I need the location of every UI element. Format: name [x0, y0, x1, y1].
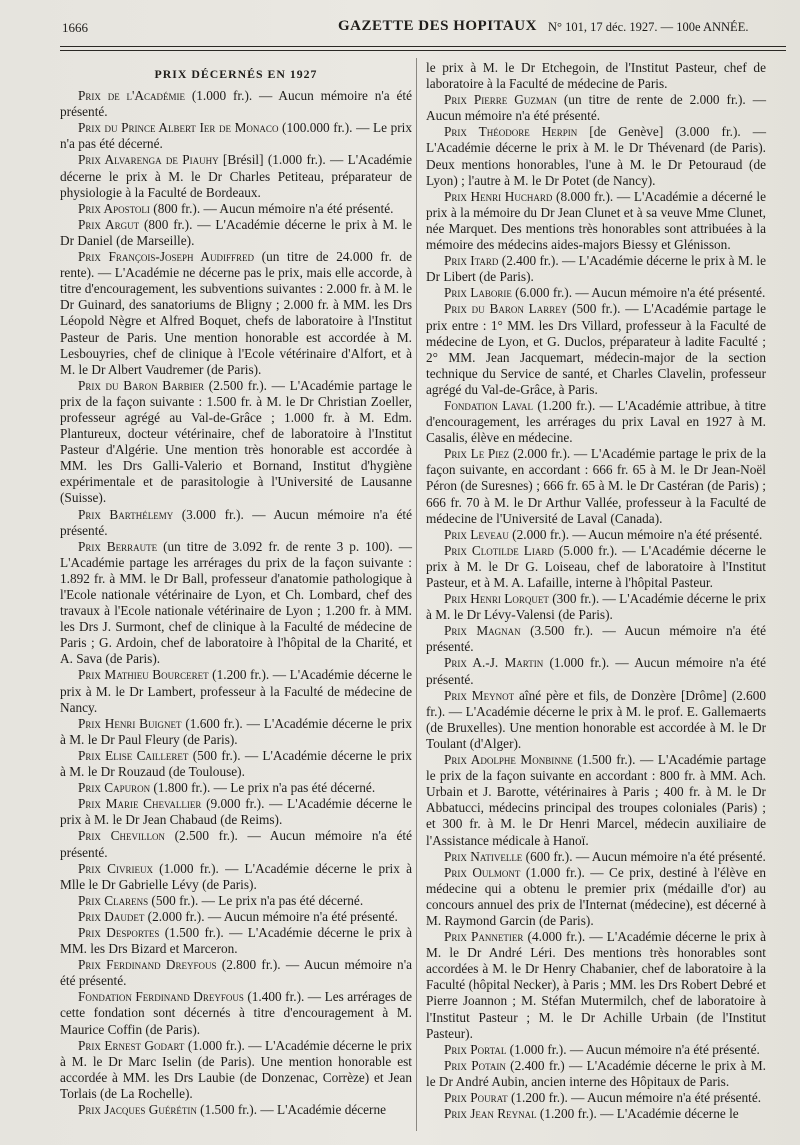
section-title: PRIX DÉCERNÉS EN 1927: [154, 67, 318, 81]
prize-text: (1.500 fr.). — L'Académie partage le prix de la façon suivante en accordant : 800 fr. à MM. Ach. Urbain et J. Barotte, vétérinaires à Paris ; 400 fr. à M. le Dr Abbatucci, médecins principal des troupes coloniales (Paris) ; et 300 fr. à M. le Dr Henri Marcel, médecin auxiliaire de l'Assistance médicale à Hanoï.: [426, 752, 766, 848]
prize-entry: [60, 957, 412, 989]
prize-entry: [60, 217, 412, 249]
prize-entry: [426, 253, 766, 285]
prize-entry: [426, 301, 766, 398]
prize-text: (100.000 fr.). — Le prix n'a pas été décerné.: [60, 120, 413, 152]
prize-entry: [60, 989, 412, 1037]
prize-text: (1.200 fr.). — L'Académie décerne le prix à M. le Dr Lambert, professeur à la Faculté de médecine de Nancy.: [60, 667, 412, 715]
prize-text: (2.500 fr.). — L'Académie partage le prix de la façon suivante : 1.500 fr. à M. le Dr Christian Zoeller, professeur agrégé au Val-de-Grâce ; 1.000 fr. à M. Edm. Plantureux, docteur vétérinaire, chef de laboratoire à l'Institut Pasteur d'Algérie. Une mention très honorable est accordée à MM. les Drs Galli-Valerio et Bornand, Institut d'hygiène expérimentale et de parasitologie à l'Université de Lausanne (Suisse).: [60, 377, 413, 506]
prize-name: Prix Jean Reynal: [444, 1106, 537, 1122]
prize-entry: [60, 1102, 412, 1118]
prize-name: Prix Henri Lorquet: [444, 591, 549, 607]
prize-name: Prix Desportes: [78, 924, 160, 940]
prize-text: (800 fr.). — L'Académie décerne le prix à M. le Dr Daniel (de Marseille).: [60, 216, 412, 248]
prize-text: (1.000 fr.). — Ce prix, destiné à l'élève en médecine qui a obtenu le premier prix (médaille d'or) au concours annuel des prix de l'Internat (médecine), est décerné à M. Raymond Garcin (de Paris).: [426, 864, 766, 928]
prize-name: Prix Marie Chevallier: [78, 796, 202, 812]
prize-name: Fondation Ferdinand Dreyfous: [78, 989, 244, 1005]
prize-name: Prix Magnan: [444, 623, 521, 639]
prize-text: (un titre de rente de 2.000 fr.). — Aucun mémoire n'a été présenté.: [426, 92, 766, 124]
prize-text: (3.000 fr.). — Aucun mémoire n'a été présenté.: [60, 506, 413, 538]
prize-entry: [60, 1038, 412, 1102]
prize-entry: [60, 796, 412, 828]
prize-text: (2.400 fr.) — L'Académie décerne le prix à M. le Dr André Aubin, ancien interne des Hôpitaux de Paris.: [426, 1057, 766, 1089]
prize-text: (1.000 fr.). — L'Académie décerne le prix à M. le Dr Marc Iselin (de Paris). Une mention honorable est accordée à MM. les Drs Laubie (de Donzenac, Corrèze) et Jean Torlais (de La Rochelle).: [60, 1037, 413, 1101]
prize-entry: [60, 925, 412, 957]
prize-name: Prix Argut: [78, 216, 140, 232]
prize-text: (1.500 fr.). — L'Académie décerne le prix à MM. les Drs Bizard et Marceron.: [60, 924, 412, 957]
prize-entry: [426, 1106, 766, 1122]
prize-name: Prix Théodore Herpin: [444, 124, 578, 140]
prize-name: Prix Adolphe Monbinne: [444, 752, 573, 768]
prize-text: (500 fr.). — L'Académie décerne le prix à M. le Dr Rouzaud (de Toulouse).: [60, 747, 412, 780]
prize-name: Prix Oulmont: [444, 864, 521, 880]
prize-entry: [60, 893, 412, 909]
prize-text: (500 fr.). — L'Académie partage le prix entre : 1° MM. les Drs Villard, professeur à la Faculté de médecine de Lyon, et G. Duclos, préparateur à ladite Faculté ; 2° MM. Jean Jacquemart, médecin-major de la section technique du Service de santé, et Charles Clavelin, professeur agrégé du Val-de-Grâce, à Paris.: [426, 301, 766, 397]
prize-text: (300 fr.). — L'Académie décerne le prix à M. le Dr Lévy-Valensi (de Paris).: [426, 591, 766, 623]
prize-name: Fondation Laval: [444, 397, 534, 413]
prize-entry: [426, 285, 766, 301]
prize-entry: [426, 527, 766, 543]
prize-entry: [426, 655, 766, 687]
prize-text: (1.400 fr.). — Les arrérages de cette fondation sont décernés à titre d'encouragement à M. Maurice Coffin (de Paris).: [60, 989, 412, 1037]
prize-entry: [60, 120, 412, 152]
issue-info: N° 101, 17 déc. 1927. — 100e ANNÉE.: [548, 20, 749, 34]
prize-name: Prix Pourat: [444, 1090, 508, 1105]
prize-entry: [426, 1090, 766, 1106]
prize-name: Prix Nativelle: [444, 848, 523, 864]
prize-entry: [426, 446, 766, 526]
prize-text: (un titre de 3.092 fr. de rente 3 p. 100). — L'Académie partage les arrérages du prix de la façon suivante : 1.892 fr. à MM. le Dr Ball, professeur d'anatomie pathologique à l'Ecole nationale vétérinaire de Lyon, et Ch. Lombard, chef des travaux à l'Ecole nationale vétérinaire de Lyon ; 1.200 fr. à MM. les Drs J. Surmont, chef de clinique à la Faculté de médecine de Paris ; G. Ardoin, chef de laboratoire à l'hôpital de la Charité, et A. Sava (de Paris).: [60, 538, 413, 667]
prize-text: (8.000 fr.). — L'Académie a décerné le prix à la mémoire du Dr Jean Clunet et à sa veuve Mme Clunet, née Marquet. Des mentions très honorables sont attribuées à la mémoire des médecins aides-majors Biessy et Glénisson.: [426, 188, 767, 253]
prize-text: (un titre de 24.000 fr. de rente). — L'Académie ne décerne pas le prix, mais elle accorde, à titre d'encouragement, les subventions suivantes : 2.000 fr. à M. le Dr Guinard, des sanatoriums de Bligny ; 2.000 fr. à MM. les Drs Léopold Nègre et Alfred Boquet, chefs de laboratoire à l'Institut Pasteur de Paris. Une mention honorable est accordée à M. Lesbouyries, chef de clinique à l'Ecole vétérinaire d'Alfort, et à M. le Dr Albert Vaudremer (de Paris).: [60, 249, 412, 377]
prize-name: Prix Jacques Guérétin: [78, 1102, 197, 1117]
prize-entry: [60, 88, 412, 120]
prize-name: Prix Pierre Guzman: [444, 92, 557, 108]
prize-entry: [60, 861, 412, 893]
header-rule-thin: [60, 50, 786, 51]
left-column: [60, 66, 412, 1118]
prize-entry: [60, 828, 412, 860]
prize-name: Prix François-Joseph Audiffred: [78, 249, 255, 265]
prize-text: (1.000 fr.). — L'Académie décerne le prix à Mlle le Dr Gabrielle Lévy (de Paris).: [60, 860, 412, 892]
prize-name: Prix A.-J. Martin: [444, 655, 544, 671]
prize-text: (800 fr.). — Aucun mémoire n'a été présenté.: [149, 200, 394, 216]
prize-text: (2.500 fr.). — Aucun mémoire n'a été présenté.: [60, 828, 412, 860]
prize-name: Prix Clarens: [78, 892, 149, 908]
prize-name: Prix Leveau: [444, 526, 509, 542]
prize-entry: [60, 667, 412, 715]
page-header: [0, 12, 800, 42]
prize-name: Prix Elise Cailleret: [78, 747, 189, 763]
prize-name: Prix Mathieu Bourceret: [78, 667, 209, 683]
prize-entry: [426, 623, 766, 655]
prize-text: (1.200 fr.). — L'Académie attribue, à titre d'encouragement, les arrérages du prix Laval en 1927 à M. Casalis, élève en médecine.: [426, 397, 766, 446]
prize-text: (1.600 fr.). — L'Académie décerne le prix à M. le Dr Paul Fleury (de Paris).: [60, 715, 412, 747]
journal-title: GAZETTE DES HOPITAUX: [338, 18, 537, 34]
prize-text: (2.400 fr.). — L'Académie décerne le prix à M. le Dr Libert (de Paris).: [426, 253, 766, 285]
prize-text: [de Genève] (3.000 fr.). — L'Académie décerne le prix à M. le Dr Thévenard (de Paris). Deux mentions honorables, l'une à M. le Dr Petouraud (de Lyon) ; l'autre à M. le Dr Potet (de Nancy).: [426, 124, 766, 188]
prize-name: Prix de l'Académie: [78, 88, 186, 104]
prize-name: Prix Potain: [444, 1057, 506, 1073]
prize-name: Prix Civrieux: [78, 860, 153, 876]
prize-entry: [426, 688, 766, 752]
prize-entry: [426, 92, 766, 124]
prize-name: Prix Barthélemy: [78, 506, 174, 522]
prize-entry: [426, 849, 766, 865]
prize-text: (1.000 fr.). — Aucun mémoire n'a été présenté.: [426, 655, 766, 687]
prize-entry: [426, 1058, 766, 1090]
prize-name: Prix Pannetier: [444, 929, 524, 945]
prize-text: (600 fr.). — Aucun mémoire n'a été présenté.: [522, 848, 766, 864]
prize-entry: [60, 201, 412, 217]
prize-entry: [426, 60, 766, 92]
prize-text: (2.000 fr.). — Aucun mémoire n'a été présenté.: [508, 526, 763, 542]
prize-name: Prix Chevillon: [78, 828, 165, 844]
prize-text: (2.800 fr.). — Aucun mémoire n'a été présenté.: [60, 957, 412, 989]
prize-text: (1.200 fr.). — Aucun mémoire n'a été présenté.: [507, 1090, 762, 1105]
prize-text: (2.000 fr.). — L'Académie partage le prix de la façon suivante, en accordant : 666 fr. 65 à M. le Dr Jean-Noël Péron (de Suresnes) ; 666 fr. 65 à M. le Dr Castéran (de Paris) ; 666 fr. 70 à M. le Dr Arthur Vallée, professeur à la Faculté de médecine de l'Université de Laval (Canada).: [426, 446, 766, 526]
prize-entry: [426, 1042, 766, 1058]
right-entry-list: [426, 60, 766, 1122]
prize-entry: [60, 748, 412, 780]
prize-name: Prix du Prince Albert Ier de Monaco: [78, 120, 279, 136]
prize-name: Prix Laborie: [444, 285, 512, 301]
prize-name: Prix Meynot: [444, 687, 515, 703]
prize-entry: [60, 152, 412, 200]
prize-entry: [60, 378, 412, 507]
left-entry-list: [60, 88, 412, 1118]
prize-entry: [426, 398, 766, 446]
prize-text: (1.800 fr.). — Le prix n'a pas été décerné.: [150, 780, 376, 796]
prize-text: (9.000 fr.). — L'Académie décerne le prix à M. le Dr Jean Chabaud (de Reims).: [60, 796, 412, 828]
prize-entry: [426, 124, 766, 188]
prize-name: Prix Apostoli: [78, 200, 150, 216]
prize-name: Prix Ernest Godart: [78, 1037, 185, 1053]
prize-name: Prix Berraute: [78, 538, 158, 554]
prize-entry: [426, 865, 766, 929]
prize-entry: [60, 507, 412, 539]
prize-entry: [426, 752, 766, 849]
prize-name: Prix Ferdinand Dreyfous: [78, 957, 217, 973]
prize-entry: [60, 539, 412, 668]
prize-name: Prix Itard: [444, 253, 499, 269]
prize-text: (1.200 fr.). — L'Académie décerne le: [536, 1106, 739, 1122]
prize-text: [Brésil] (1.000 fr.). — L'Académie décerne le prix à M. le Dr Charles Petiteau, préparateur de physiologie à la Faculté de Bordeaux.: [60, 152, 412, 200]
prize-name: Prix Portal: [444, 1041, 507, 1057]
prize-entry: [60, 716, 412, 748]
prize-name: Prix du Baron Larrey: [444, 301, 568, 317]
prize-name: Prix Clotilde Liard: [444, 542, 554, 558]
right-column: [426, 60, 766, 1122]
prize-entry: [426, 591, 766, 623]
prize-text: (2.000 fr.). — Aucun mémoire n'a été présenté.: [144, 908, 398, 924]
prize-text: (6.000 fr.). — Aucun mémoire n'a été présenté.: [511, 285, 766, 301]
header-rule: [60, 46, 786, 47]
prize-text: le prix à M. le Dr Etchegoin, de l'Institut Pasteur, chef de laboratoire à la Faculté de médecine de Paris.: [426, 60, 766, 92]
prize-name: Prix Daudet: [78, 908, 145, 924]
prize-text: (1.500 fr.). — L'Académie décerne: [196, 1102, 387, 1117]
prize-name: Prix Alvarenga de Piauhy: [78, 152, 219, 168]
prize-entry: [60, 909, 412, 925]
prize-entry: [426, 543, 766, 591]
prize-name: Prix Henri Huchard: [444, 188, 553, 204]
column-divider: [416, 58, 417, 1131]
prize-text: aîné père et fils, de Donzère [Drôme] (2.600 fr.). — L'Académie décerne le prix à M. le prof. E. Gallemaerts (de Bruxelles). Une mention honorable est accordée à M. le Dr Toulant (d'Alger).: [426, 687, 766, 751]
prize-text: (1.000 fr.). — Aucun mémoire n'a été présenté.: [506, 1041, 760, 1057]
prize-text: (5.000 fr.). — L'Académie décerne le prix à M. le Dr G. Loiseau, chef de laboratoire à l'Institut Pasteur, et à M. A. Lafaille, interne à l'hôpital Pasteur.: [426, 542, 766, 590]
prize-entry: [426, 189, 766, 253]
prize-name: Prix Capuron: [78, 780, 151, 796]
prize-text: (4.000 fr.). — L'Académie décerne le prix à M. le Dr André Léri. Des mentions très honorables sont accordées à M. le Dr Henry Chabanier, chef de laboratoire à la Faculté (hôpital Necker), à Paris ; MM. les Drs Robert Debré et Pierre Joannon ; M. Stéfan Mutermilch, chef de laboratoire à l'Institut Pasteur ; M. le Dr Achille Urbain (de l'Institut Pasteur).: [426, 929, 766, 1041]
prize-name: Prix du Baron Barbier: [78, 377, 205, 393]
prize-name: Prix Le Piez: [444, 446, 510, 462]
prize-entry: [60, 249, 412, 378]
prize-entry: [426, 929, 766, 1042]
prize-text: (500 fr.). — Le prix n'a pas été décerné.: [148, 892, 364, 908]
prize-entry: [60, 780, 412, 796]
prize-text: (1.000 fr.). — Aucun mémoire n'a été présenté.: [60, 88, 412, 120]
prize-text: (3.500 fr.). — Aucun mémoire n'a été présenté.: [426, 623, 766, 655]
page-number: 1666: [62, 20, 88, 35]
prize-name: Prix Henri Buignet: [78, 715, 182, 731]
